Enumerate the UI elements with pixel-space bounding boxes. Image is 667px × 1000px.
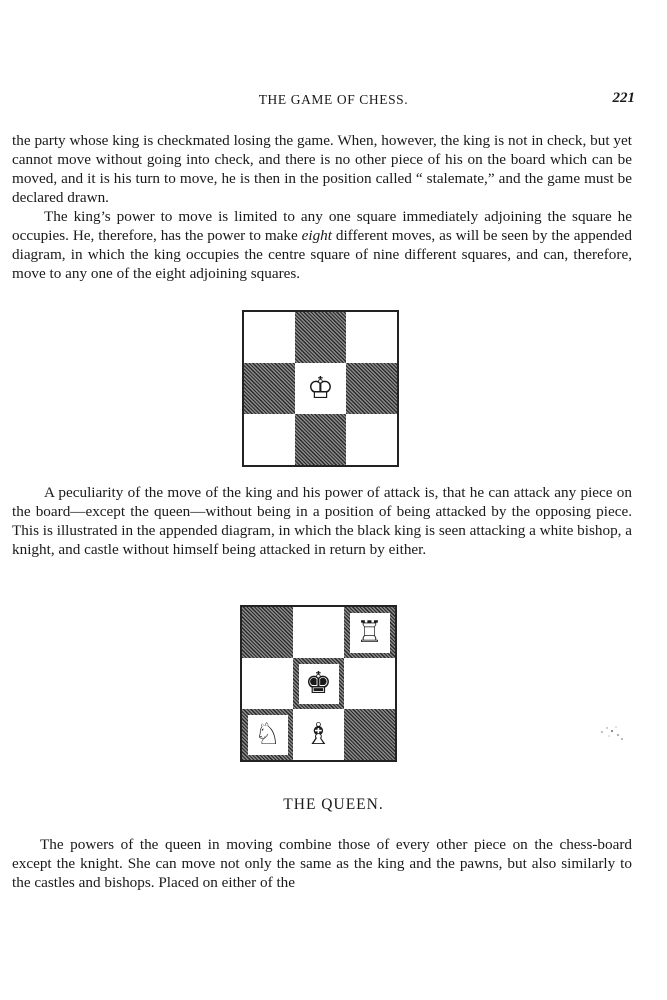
board-square [344, 607, 395, 658]
paragraph-king-attack: A peculiarity of the move of the king and his power of attack is, that he can attack any piece on the board—except the queen—without being in a position of being attacked by the opposing piece. This is illustrated in the appended diagram, in which the black king is seen attacking a white bishop, a knight, and castle without himself being attacked in return by either. [12, 484, 633, 558]
white-rook-icon: ♖ [350, 613, 390, 653]
board-square [346, 363, 397, 414]
board-square [242, 709, 293, 760]
board-square [293, 607, 344, 658]
board-square [244, 363, 295, 414]
king-moves-diagram [242, 310, 399, 467]
running-title: THE GAME OF CHESS. [258, 92, 409, 107]
paragraph-king-moves [12, 207, 632, 283]
text-run: The king’s power to move is limited to any one square immediately adjoining the square he occupies. He, therefore, has the power to make [12, 208, 632, 244]
white-knight-icon: ♘ [248, 715, 288, 755]
black-king-icon: ♚ [299, 664, 339, 704]
board-square [295, 312, 346, 363]
board-square [346, 414, 397, 465]
text-run: different moves, as will be seen by the appended diagram, in which the king occupies the centre square of nine different squares, and can, therefore, move to any one of the eight adjoining squares. [12, 227, 632, 282]
board-square [244, 312, 295, 363]
board-square [242, 607, 293, 658]
board-square [242, 658, 293, 709]
page-number: 221 [612, 90, 635, 106]
board-square [244, 414, 295, 465]
white-bishop-icon: ♗ [305, 716, 332, 752]
board-square [346, 312, 397, 363]
king-attack-diagram [240, 605, 397, 762]
board-square [344, 658, 395, 709]
board-square [295, 363, 346, 414]
board-square [344, 709, 395, 760]
paragraph-queen: The powers of the queen in moving combine those of every other piece on the chess-board except the knight. She can move not only the same as the king and the pawns, but also similarly to the castles and bishops. Placed on either of the [12, 836, 632, 891]
white-king-icon: ♔ [307, 370, 334, 406]
board-square [293, 658, 344, 709]
board-square [293, 709, 344, 760]
emphasis-word: eight [301, 227, 332, 244]
print-speck [598, 722, 626, 744]
section-title: THE QUEEN. [283, 796, 384, 813]
board-square [295, 414, 346, 465]
paragraph-stalemate: the party whose king is checkmated losing the game. When, however, the king is not in check, but yet cannot move without going into check, and there is no other piece of his on the board which can be moved, and it is his turn to move, he is then in the position called “ stalemate,” and the game must be declared drawn. [12, 132, 632, 206]
